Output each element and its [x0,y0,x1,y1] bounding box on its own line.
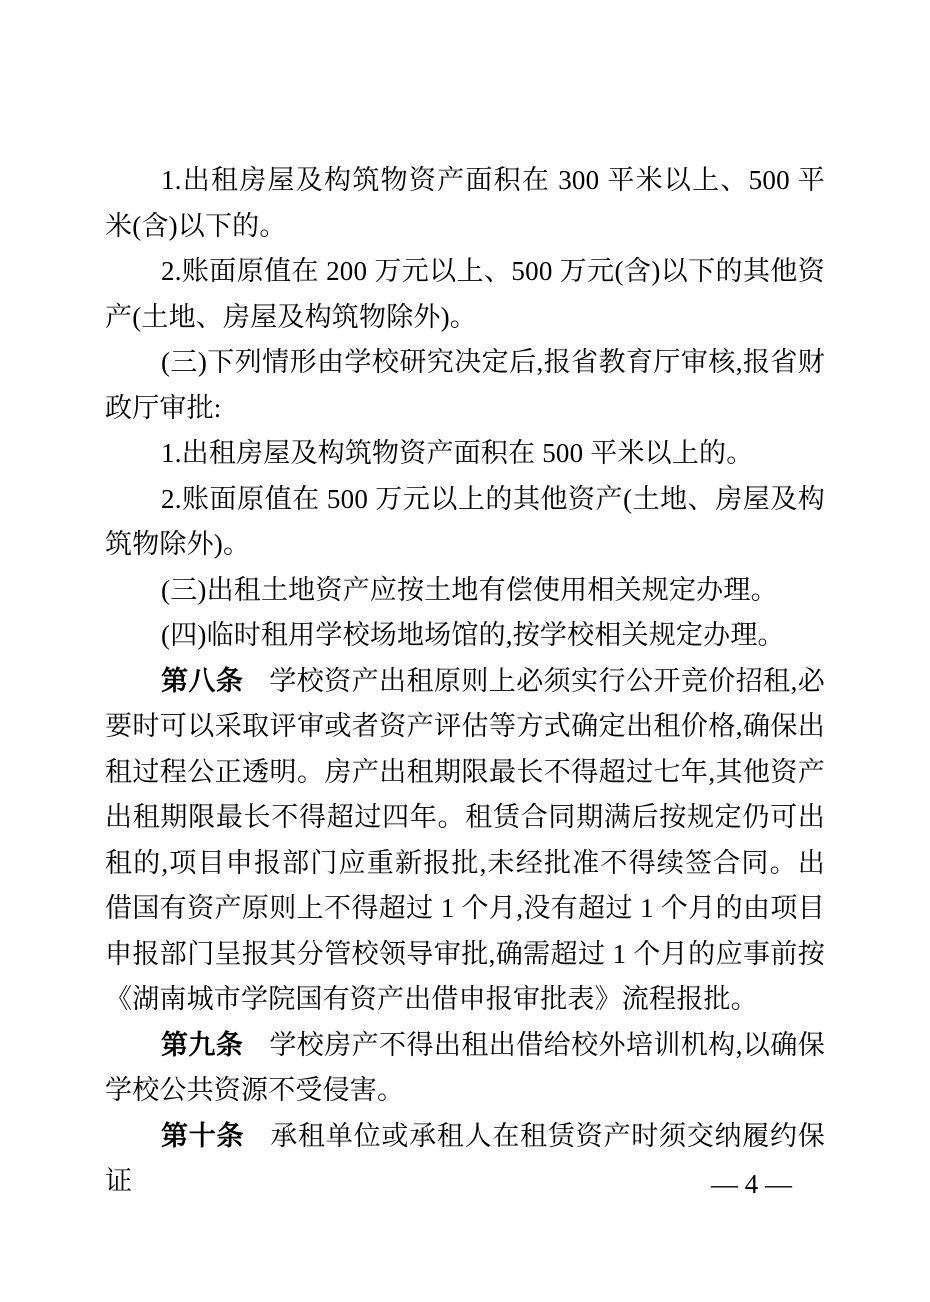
paragraph [105,568,825,614]
paragraph-text: (三)下列情形由学校研究决定后,报省教育厅审核,报省财政厅审批: [105,347,825,423]
paragraph [105,340,825,431]
page-number: — 4 — [711,1169,792,1199]
paragraph-text: (四)临时租用学校场地场馆的,按学校相关规定办理。 [161,620,785,650]
paragraph [105,249,825,340]
article-number: 第十条 [161,1120,245,1151]
paragraph [105,431,825,477]
paragraph-text: 2.账面原值在 200 万元以上、500 万元(含)以下的其他资产(土地、房屋及构筑物除外)。 [105,256,825,332]
paragraph-text: 学校资产出租原则上必须实行公开竞价招租,必要时可以采取评审或者资产评估等方式确定出租价格,确保出租过程公正透明。房产出租期限最长不得超过七年,其他资产出租期限最长不得超过四年。租赁合同期满后按规定仍可出租的,项目申报部门应重新报批,未经批准不得续签合同。出借国有资产原则上不得超过 1 个月,没有超过 1 个月的由项目申报部门呈报其分管校领导审批,确需超过 1 个月的应事前按《湖南城市学院国有资产出借申报审批表》流程报批。 [105,665,825,1014]
paragraph [105,477,825,568]
paragraph-text: 2.账面原值在 500 万元以上的其他资产(土地、房屋及构筑物除外)。 [105,483,825,559]
article-number: 第八条 [161,665,244,696]
article-number: 第九条 [161,1029,244,1060]
paragraph-text: 学校房产不得出租出借给校外培训机构,以确保学校公共资源不受侵害。 [105,1029,825,1105]
paragraph [105,613,825,659]
paragraph [105,158,825,249]
paragraph-text: 1.出租房屋及构筑物资产面积在 500 平米以上的。 [161,438,754,468]
paragraph [105,659,825,1023]
paragraph [105,1023,825,1114]
document-body [105,158,825,1205]
paragraph-text: (三)出租土地资产应按土地有偿使用相关规定办理。 [161,574,778,605]
paragraph-text: 承租单位或承租人在租赁资产时须交纳履约保证 [105,1120,825,1196]
paragraph-text: 1.出租房屋及构筑物资产面积在 300 平米以上、500 平米(含)以下的。 [105,165,825,241]
